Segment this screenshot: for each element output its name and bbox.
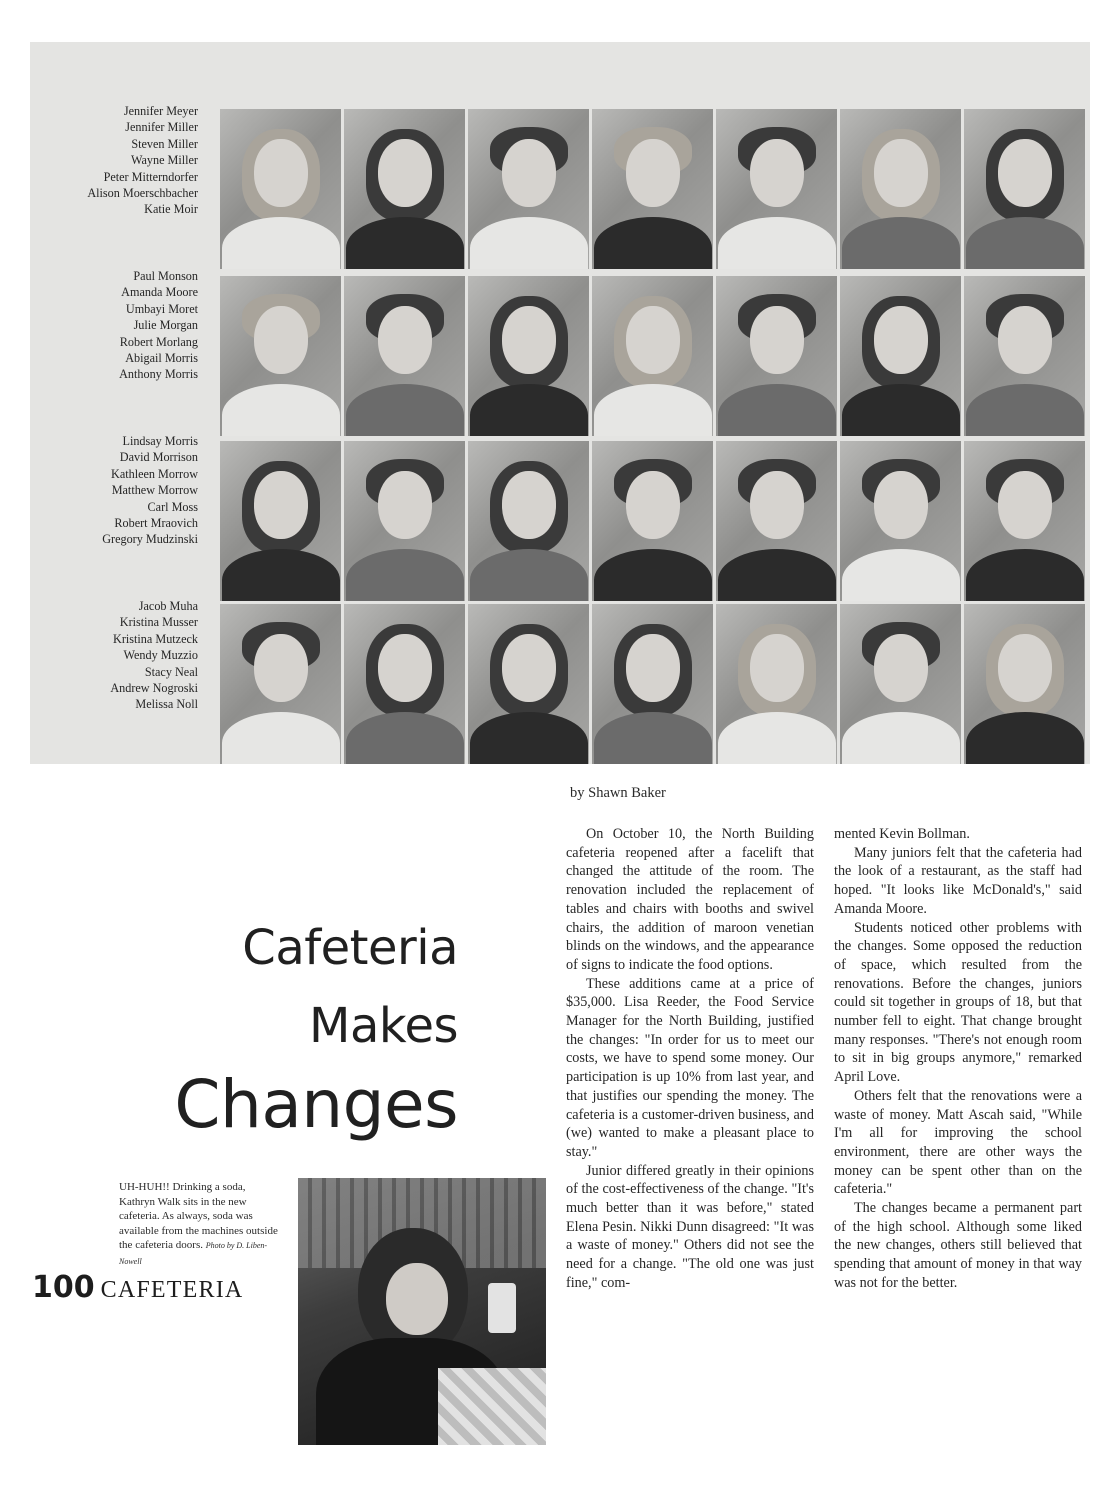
student-portrait: [220, 276, 341, 436]
page-number: 100: [32, 1270, 95, 1305]
student-name: Jacob Muha: [138, 599, 198, 613]
student-name: Katie Moir: [144, 202, 198, 217]
student-portrait: [220, 604, 341, 764]
student-name: Jennifer Meyer: [123, 104, 198, 118]
article-paragraph: Many juniors felt that the cafeteria had the look of a restaurant, as the staff had hoped. "It looks like McDonald's," said Amanda Moore.: [834, 844, 1082, 917]
student-portrait: [964, 441, 1085, 601]
student-portrait: [344, 604, 465, 764]
caption-text: UH-HUH!! Drinking a soda, Kathryn Walk sits in the new cafeteria. As always, soda was available from the machines outside the cafeteria doors.: [119, 1181, 278, 1252]
student-portrait: [964, 276, 1085, 436]
name-list-row-3: [30, 433, 198, 548]
student-name: Umbayi Moret: [125, 301, 198, 316]
section-name: CAFETERIA: [100, 1277, 244, 1303]
name-list-row-1: [30, 103, 198, 218]
student-portrait: [592, 441, 713, 601]
student-portrait: [344, 441, 465, 601]
student-name: Kathleen Morrow: [111, 466, 198, 481]
name-list-row-2: [30, 268, 198, 383]
student-name: Melissa Noll: [135, 697, 198, 712]
byline: by Shawn Baker: [570, 785, 666, 801]
article-paragraph: These additions came at a price of $35,000. Lisa Reeder, the Food Service Manager for the North Building, justified the changes: "In order for us to meet our costs, we have to spend some money. Our participation is up 10% from last year, and that justifies our spending the money. The cafeteria is a customer-driven business, and (we) wanted to make a pleasant place to stay.": [566, 975, 814, 1160]
student-name: David Morrison: [119, 450, 198, 465]
student-portrait: [344, 109, 465, 269]
article-paragraph-continued: mented Kevin Bollman.: [834, 826, 970, 842]
student-portrait: [468, 441, 589, 601]
student-name: Wendy Muzzio: [123, 648, 198, 663]
article-paragraph: The changes became a permanent part of the high school. Although some liked the new changes, others still believed that spending that amount of money in that way was not for the better.: [834, 1200, 1082, 1291]
student-name: Abigail Morris: [125, 351, 198, 366]
student-name: Stacy Neal: [144, 664, 198, 679]
student-portrait: [716, 604, 837, 764]
student-name: Matthew Morrow: [111, 483, 198, 498]
student-portrait: [716, 276, 837, 436]
student-portrait: [964, 604, 1085, 764]
article-column-2: [834, 825, 1082, 1293]
student-portrait: [840, 604, 961, 764]
student-name: Jennifer Miller: [125, 120, 198, 135]
student-name: Carl Moss: [147, 499, 198, 514]
student-name: Paul Monson: [133, 269, 198, 283]
student-portrait: [344, 276, 465, 436]
student-name: Kristina Mutzeck: [113, 631, 198, 646]
student-portrait: [716, 441, 837, 601]
student-portrait: [716, 109, 837, 269]
article-paragraph: Others felt that the renovations were a waste of money. Matt Ascah said, "While I'm all for improving the school environment, there are other ways the money can be spent other than on the cafeteria.": [834, 1087, 1082, 1198]
headline-line-2: Makes: [309, 998, 458, 1054]
student-name: Kristina Musser: [119, 615, 198, 630]
student-name: Julie Morgan: [133, 318, 198, 333]
student-portrait: [840, 441, 961, 601]
student-portrait: [592, 276, 713, 436]
photo-credit: Photo by D. Liben-Nowell: [119, 1241, 268, 1266]
student-name: Robert Morlang: [119, 334, 198, 349]
article-column-1: [566, 825, 814, 1293]
student-name: Lindsay Morris: [122, 434, 198, 448]
student-portrait: [592, 604, 713, 764]
student-name: Andrew Nogroski: [110, 681, 198, 696]
student-portrait: [468, 604, 589, 764]
student-portrait: [840, 109, 961, 269]
student-portrait: [220, 441, 341, 601]
cafeteria-photo: [298, 1178, 546, 1445]
student-name: Peter Mitterndorfer: [103, 169, 198, 184]
name-list-row-4: [30, 598, 198, 713]
student-portrait: [840, 276, 961, 436]
student-name: Steven Miller: [131, 136, 198, 151]
student-name: Gregory Mudzinski: [102, 532, 198, 547]
student-name: Alison Moerschbacher: [87, 186, 198, 201]
student-portrait: [592, 109, 713, 269]
photo-caption: [119, 1180, 281, 1270]
article-paragraph: Junior differed greatly in their opinions of the cost-effectiveness of the change. "It's much better than it was before," stated Elena Pesin. Nikki Dunn disagreed: "It was a waste of money." Others did not see the need for a change. "The old one was just fine," com-: [566, 1162, 814, 1291]
article-paragraph: On October 10, the North Building cafeteria reopened after a facelift that changed the attitude of the room. The renovation included the replacement of tables and chairs with booths and swivel chairs, the addition of maroon venetian blinds on the windows, and the appearance of signs to indicate the food options.: [566, 826, 814, 973]
student-portrait: [220, 109, 341, 269]
student-name: Amanda Moore: [121, 285, 198, 300]
student-name: Robert Mraovich: [114, 516, 198, 531]
portrait-grid: [220, 109, 1082, 764]
article-paragraph: Students noticed other problems with the changes. Some opposed the reduction of space, which resulted from the renovations. Before the changes, juniors could sit together in groups of 18, but that number fell to eight. That change brought many responses. "There's not enough room to sit in big groups anymore," remarked April Love.: [834, 919, 1082, 1086]
student-portrait: [964, 109, 1085, 269]
headline-line-3: Changes: [174, 1066, 458, 1143]
student-name: Wayne Miller: [130, 153, 198, 168]
student-name: Anthony Morris: [119, 367, 198, 382]
student-portrait: [468, 276, 589, 436]
headline-line-1: Cafeteria: [242, 920, 458, 976]
student-portrait: [468, 109, 589, 269]
page-folio: [32, 1270, 243, 1305]
